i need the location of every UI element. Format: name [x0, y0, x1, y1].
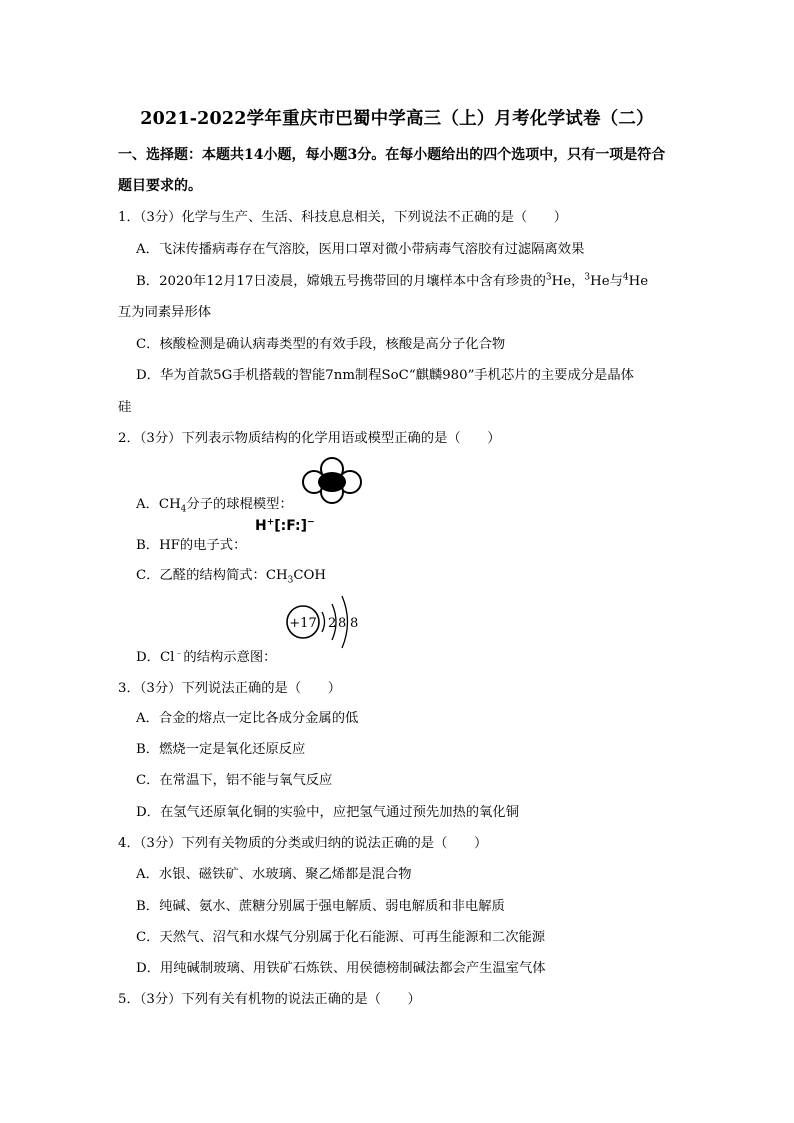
f-bracket: [:F:] [274, 518, 308, 534]
q2-option-c-text-post: COH [293, 568, 327, 583]
q2-option-a-text: A．CH [136, 497, 181, 512]
q1-option-b-cont: 互为同素异形体 [118, 305, 212, 320]
q2-option-b-text: B．HF的电子式： [136, 538, 247, 553]
q2-option-d [136, 646, 276, 665]
q2-stem: 2．（3分）下列表示物质结构的化学用语或模型正确的是（ ） [118, 431, 501, 446]
q2-option-c-text: C．乙醛的结构简式：CH [136, 568, 288, 583]
q1-stem: 1．（3分）化学与生产、生活、科技息息相关，下列说法不正确的是（ ） [118, 210, 568, 225]
he-symbol: He [628, 274, 649, 289]
q4-option-c: C．天然气、沼气和水煤气分别属于化石能源、可再生能源和二次能源 [136, 930, 546, 945]
q2-option-d-text-post: 的结构示意图： [183, 650, 277, 665]
nucleus-charge: +17 [289, 616, 317, 631]
q3-stem: 3．（3分）下列说法正确的是（ ） [118, 681, 342, 696]
q3-option-c: C．在常温下，铝不能与氧气反应 [136, 773, 333, 788]
hf-electron-formula [255, 518, 315, 534]
q2-option-b [136, 534, 246, 553]
mass-number: 3 [584, 272, 591, 283]
ch4-ball-stick-model [300, 457, 364, 505]
he-symbol: He与 [590, 274, 623, 289]
charge-plus: + [266, 517, 275, 528]
electron-shell-3: 8 [350, 616, 359, 631]
q4-stem: 4．（3分）下列有关物质的分类或归纳的说法正确的是（ ） [118, 836, 488, 851]
section-heading [118, 140, 688, 202]
q3-option-d: D．在氢气还原氧化铜的实验中，应把氢气通过预先加热的氧化铜 [136, 805, 519, 820]
electron-shell-2: 8 [338, 616, 347, 631]
q3-option-b: B．燃烧一定是氧化还原反应 [136, 742, 306, 757]
q1-option-b-text: B．2020年12月17日凌晨，嫦娥五号携带回的月壤样本中含有珍贵的 [136, 274, 546, 289]
mass-number: 4 [622, 272, 629, 283]
he-symbol: He， [551, 274, 585, 289]
subscript: 4 [180, 504, 187, 515]
q2-option-a [136, 493, 293, 515]
q1-option-c: C．核酸检测是确认病毒类型的有效手段，核酸是高分子化合物 [136, 337, 506, 352]
q4-option-d: D．用纯碱制玻璃、用铁矿石炼铁、用侯德榜制碱法都会产生温室气体 [136, 961, 546, 976]
q4-option-b: B．纯碱、氨水、蔗糖分别属于强电解质、弱电解质和非电解质 [136, 899, 505, 914]
q2-option-a-text-post: 分子的球棍模型： [186, 497, 293, 512]
q2-option-d-text: D．Cl [136, 650, 175, 665]
charge-minus: ﹣ [174, 648, 184, 659]
q1-option-d: D．华为首款5G手机搭载的智能7nm制程SoC“麒麟980”手机芯片的主要成分是晶体 [136, 368, 634, 383]
q1-option-d-cont: 硅 [118, 400, 132, 415]
mass-number: 3 [545, 272, 552, 283]
q4-option-a: A．水银、磁铁矿、水玻璃、聚乙烯都是混合物 [136, 867, 412, 882]
h-symbol: H [255, 518, 267, 534]
q3-option-a: A．合金的熔点一定比各成分金属的低 [136, 711, 359, 726]
electron-shell-1: 2 [328, 616, 337, 631]
q2-option-c [136, 564, 327, 586]
section-heading-line1: 一、选择题：本题共14小题，每小题3分。在每小题给出的四个选项中，只有一项是符合 [118, 147, 666, 163]
page-title: 2021-2022学年重庆市巴蜀中学高三（上）月考化学试卷（二） [140, 109, 654, 129]
cl-ion-structure-diagram [284, 592, 364, 652]
subscript: 3 [287, 575, 294, 586]
q5-stem: 5．（3分）下列有关有机物的说法正确的是（ ） [118, 992, 421, 1007]
section-heading-line2: 题目要求的。 [118, 178, 202, 194]
q1-option-a: A．飞沫传播病毒存在气溶胶，医用口罩对微小带病毒气溶胶有过滤隔离效果 [136, 242, 585, 257]
charge-minus: − [307, 517, 315, 528]
q1-option-b [136, 270, 648, 289]
